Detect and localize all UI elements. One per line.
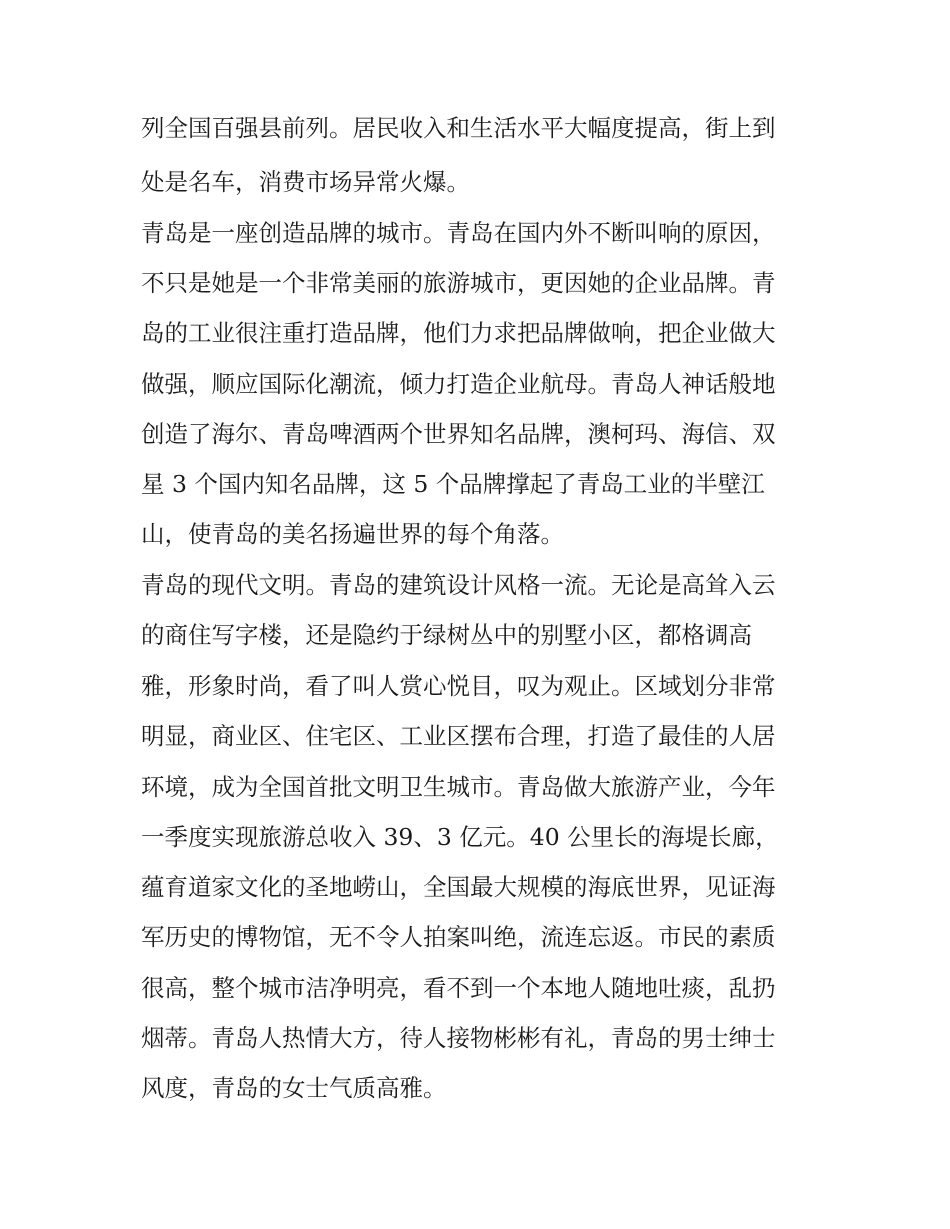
text-line: 星 3 个国内知名品牌，这 5 个品牌撑起了青岛工业的半壁江 <box>141 470 765 498</box>
text-line: 军历史的博物馆，无不令人拍案叫绝，流连忘返。市民的素质 <box>141 923 776 951</box>
text-line: 青岛是一座创造品牌的城市。青岛在国内外不断叫响的原因， <box>141 219 776 247</box>
text-line: 不只是她是一个非常美丽的旅游城市，更因她的企业品牌。青 <box>141 269 776 297</box>
text-line: 蕴育道家文化的圣地崂山，全国最大规模的海底世界，见证海 <box>141 873 776 901</box>
text-line: 做强，顺应国际化潮流，倾力打造企业航母。青岛人神话般地 <box>141 370 776 398</box>
text-line: 烟蒂。青岛人热情大方，待人接物彬彬有礼，青岛的男士绅士 <box>141 1024 776 1052</box>
text-line: 创造了海尔、青岛啤酒两个世界知名品牌，澳柯玛、海信、双 <box>141 420 776 448</box>
text-line: 处是名车，消费市场异常火爆。 <box>141 168 470 196</box>
text-line: 风度，青岛的女士气质高雅。 <box>141 1074 447 1102</box>
text-line: 很高，整个城市洁净明亮，看不到一个本地人随地吐痰，乱扔 <box>141 974 776 1002</box>
text-line: 雅，形象时尚，看了叫人赏心悦目，叹为观止。区域划分非常 <box>141 672 776 700</box>
text-line: 环境，成为全国首批文明卫生城市。青岛做大旅游产业，今年 <box>141 773 776 801</box>
text-line: 青岛的现代文明。青岛的建筑设计风格一流。无论是高耸入云 <box>141 571 776 599</box>
text-line: 岛的工业很注重打造品牌，他们力求把品牌做响，把企业做大 <box>141 319 776 347</box>
text-line: 列全国百强县前列。居民收入和生活水平大幅度提高，街上到 <box>141 114 776 142</box>
text-line: 明显，商业区、住宅区、工业区摆布合理，打造了最佳的人居 <box>141 722 776 750</box>
text-line: 一季度实现旅游总收入 39、3 亿元。40 公里长的海堤长廊， <box>141 823 779 851</box>
text-line: 的商住写字楼，还是隐约于绿树丛中的别墅小区，都格调高 <box>141 621 752 649</box>
text-line: 山，使青岛的美名扬遍世界的每个角落。 <box>141 520 564 548</box>
